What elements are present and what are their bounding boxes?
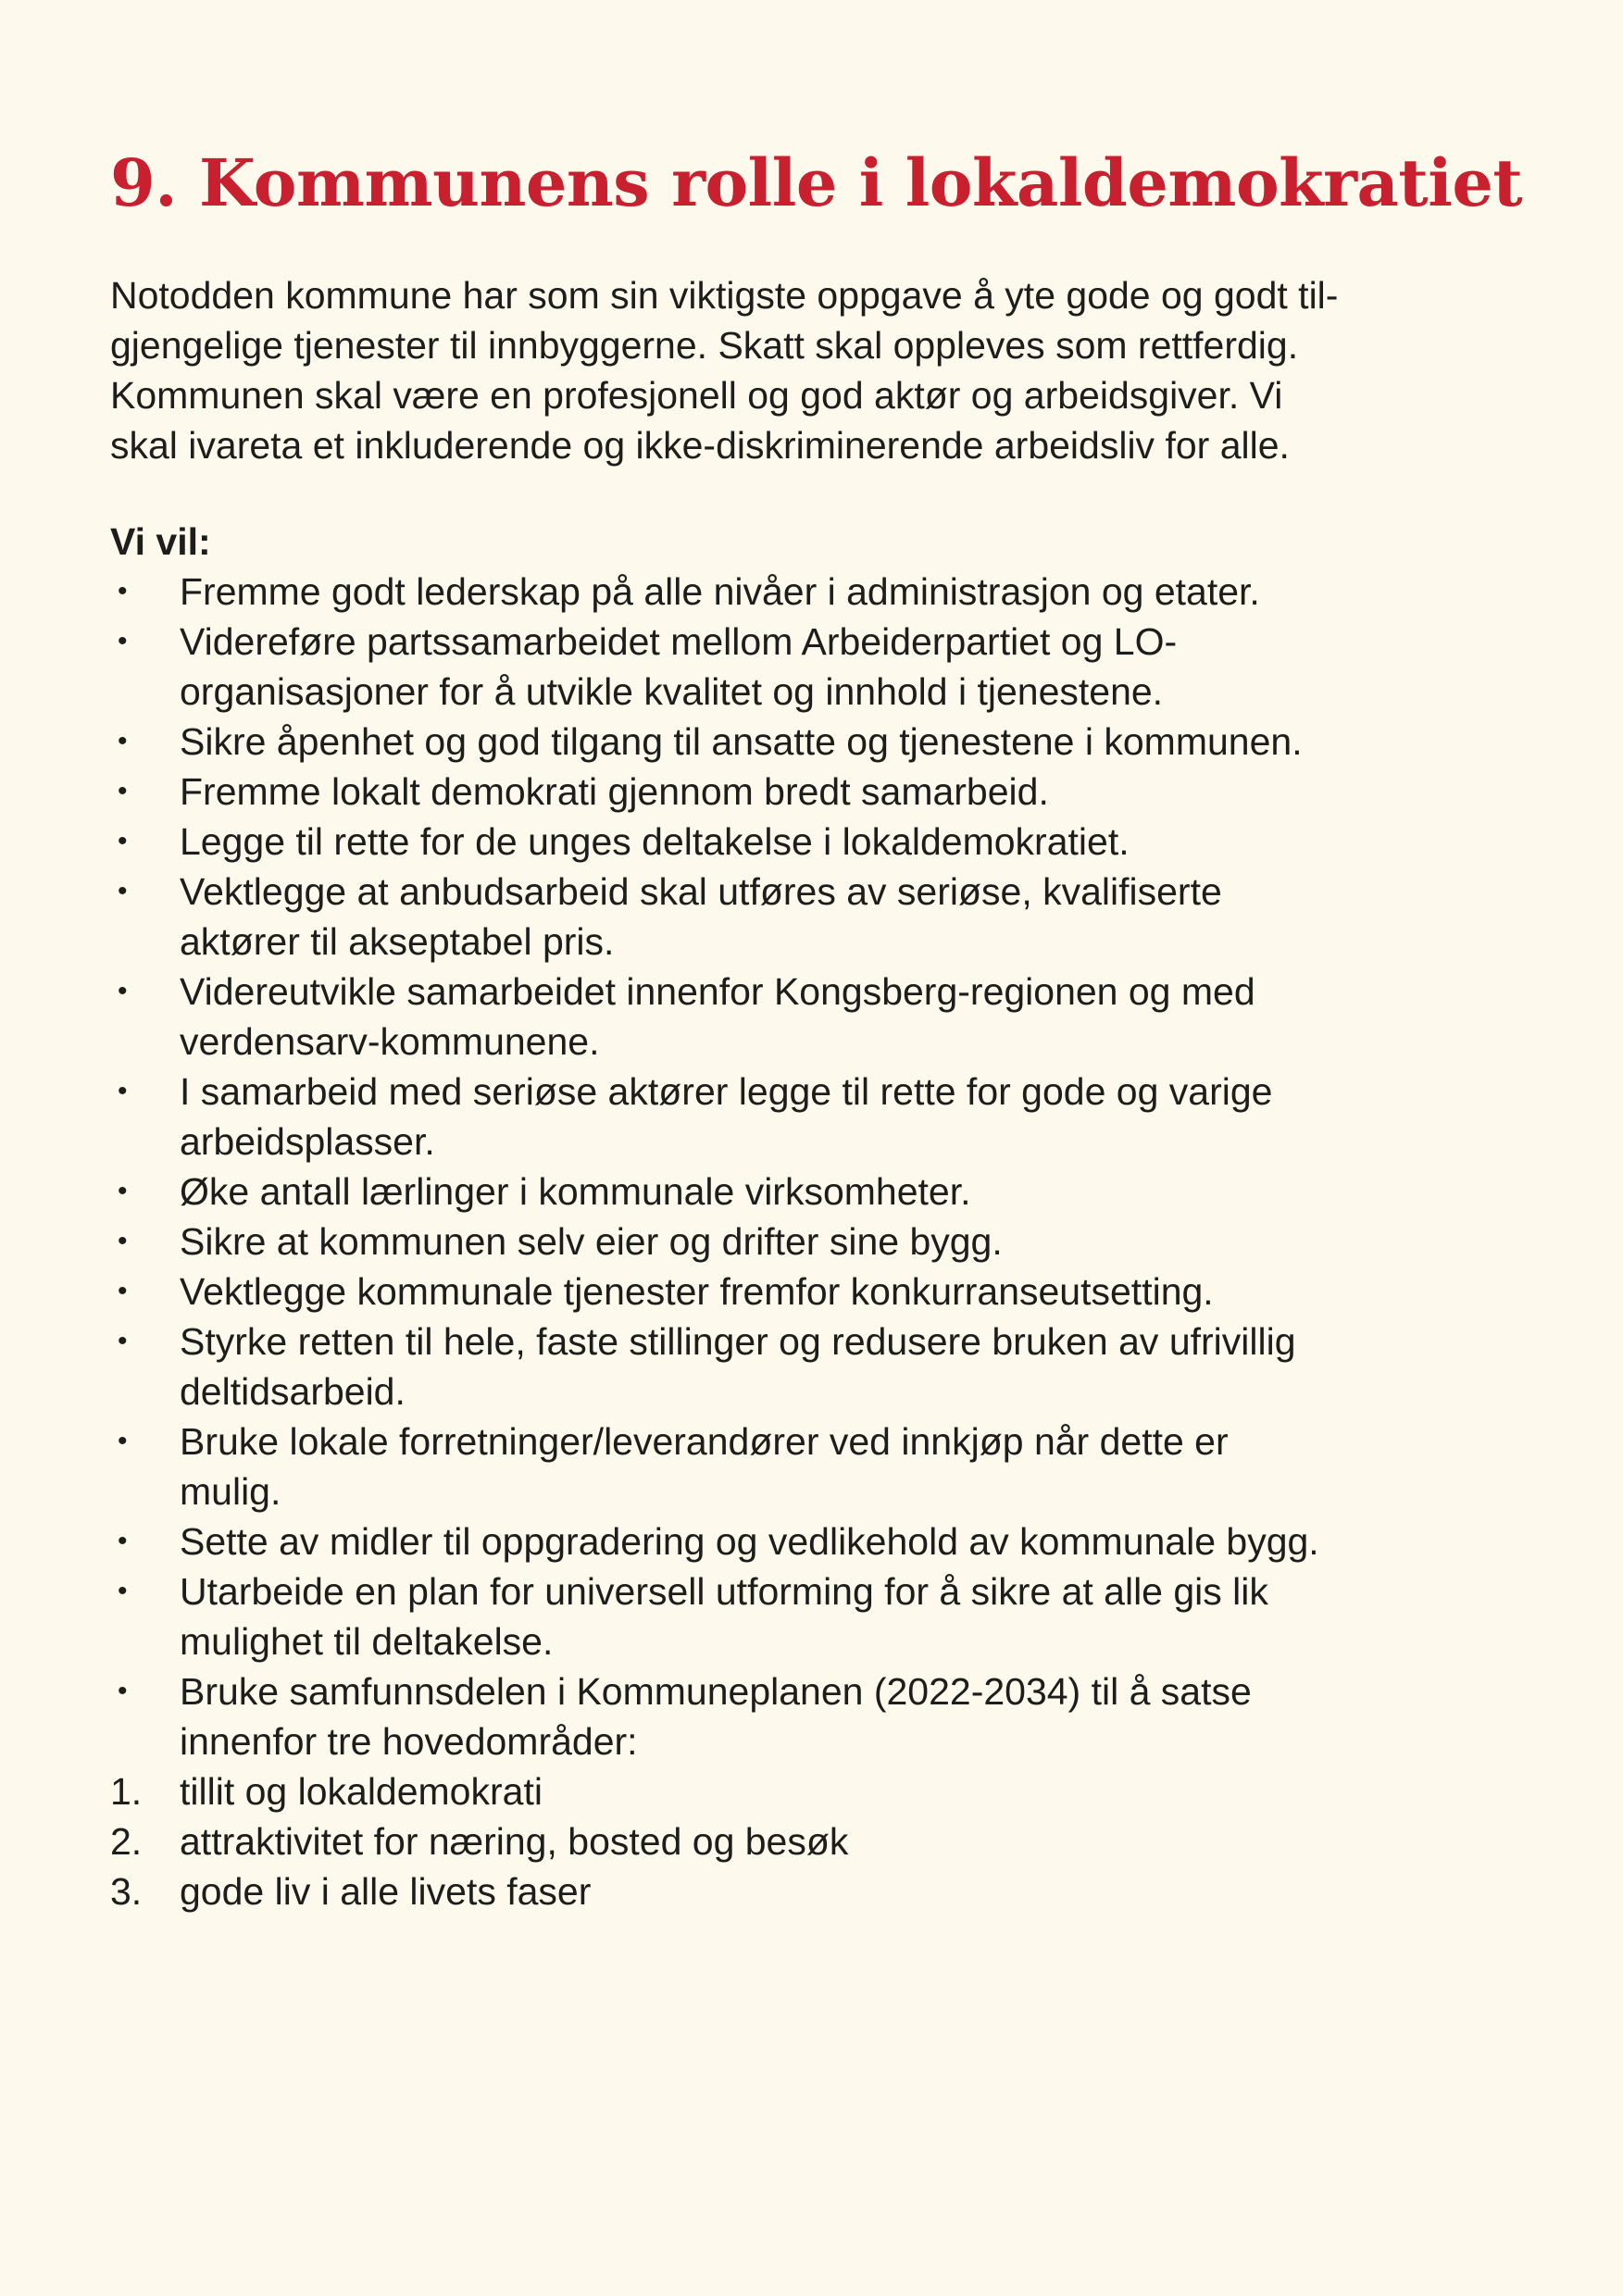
item-number: 3. [110,1870,143,1913]
intro-line: Kommunen skal være en profesjonell og god aktør og arbeidsgiver. Vi [110,374,1283,417]
bullet-item [110,1217,1517,1267]
numbered-text: attraktivitet for næring, bosted og besøk [180,1820,849,1863]
bullet-text-line: verdensarv-kommunene. [180,1020,600,1063]
bullet-text-line: deltidsarbeid. [180,1370,406,1413]
bullet-text-line: Bruke lokale forretninger/leverandører ved innkjøp når dette er [180,1420,1229,1463]
bullet-dot-icon: • [118,1226,128,1256]
bullet-item [110,1416,1517,1516]
item-number: 1. [110,1770,143,1813]
bullet-text-line: Øke antall lærlinger i kommunale virksomheter. [180,1170,971,1213]
bullet-dot-icon: • [118,726,128,756]
intro-line: gjengelige tjenester til innbyggerne. Skatt skal oppleves som rettferdig. [110,324,1299,367]
bullet-dot-icon: • [118,1276,128,1306]
document-page [110,139,1523,1916]
bullet-text-line: I samarbeid med seriøse aktører legge til rette for gode og varige [180,1070,1273,1113]
bullet-text-line: Vektlegge at anbudsarbeid skal utføres av seriøse, kvalifiserte [180,870,1222,913]
bullet-dot-icon: • [118,776,128,806]
bullet-dot-icon: • [118,976,128,1006]
bullet-text-line: Sikre at kommunen selv eier og drifter sine bygg. [180,1220,1003,1263]
bullet-text-line: Styrke retten til hele, faste stillinger og redusere bruken av ufrivillig [180,1320,1296,1363]
bullet-item [110,1566,1517,1666]
vi-vil-heading: Vi vil: [110,520,211,563]
bullet-text-line: Legge til rette for de unges deltakelse i lokaldemokratiet. [180,820,1130,863]
numbered-text: tillit og lokaldemokrati [180,1770,543,1813]
bullet-text-line: Utarbeide en plan for universell utforming for å sikre at alle gis lik [180,1570,1268,1613]
bullet-item [110,1267,1517,1316]
bullet-item [110,617,1517,717]
bullet-item [110,1516,1517,1566]
bullet-item [110,967,1517,1067]
bullet-item [110,567,1517,617]
numbered-list [110,1766,1517,1916]
bullet-text-line: mulighet til deltakelse. [180,1620,554,1663]
bullet-dot-icon: • [118,1326,128,1356]
bullet-text-line: organisasjoner for å utvikle kvalitet og innhold i tjenestene. [180,670,1164,713]
bullet-dot-icon: • [118,626,128,656]
numbered-item [110,1866,1517,1916]
page-title: 9. Kommunens rolle i lokaldemokratiet [110,144,1523,221]
bullet-item [110,1666,1517,1766]
bullet-item [110,767,1517,817]
bullet-dot-icon: • [118,576,128,606]
intro-line: skal ivareta et inkluderende og ikke-diskriminerende arbeidsliv for alle. [110,424,1290,467]
bullet-dot-icon: • [118,1576,128,1606]
bullet-text-line: Videreutvikle samarbeidet innenfor Kongsberg-regionen og med [180,970,1255,1013]
bullet-text-line: Fremme godt lederskap på alle nivåer i administrasjon og etater. [180,570,1260,613]
bullet-item [110,1167,1517,1217]
bullet-text-line: Vektlegge kommunale tjenester fremfor konkurranseutsetting. [180,1270,1214,1313]
bullet-item [110,717,1517,767]
bullet-dot-icon: • [118,1426,128,1456]
bullet-text-line: Videreføre partssamarbeidet mellom Arbeiderpartiet og LO- [180,620,1178,663]
bullet-dot-icon: • [118,1176,128,1206]
bullet-item [110,867,1517,967]
numbered-item [110,1766,1517,1816]
bullet-text-line: Fremme lokalt demokrati gjennom bredt samarbeid. [180,770,1049,813]
bullet-item [110,1067,1517,1167]
bullet-text-line: aktører til akseptabel pris. [180,920,615,963]
bullet-dot-icon: • [118,876,128,906]
bullet-dot-icon: • [118,826,128,856]
intro-paragraph [110,270,1513,470]
bullet-dot-icon: • [118,1676,128,1706]
item-number: 2. [110,1820,143,1863]
bullet-text-line: mulig. [180,1470,281,1513]
bullet-text-line: arbeidsplasser. [180,1120,435,1163]
intro-line: Notodden kommune har som sin viktigste oppgave å yte gode og godt til- [110,274,1339,317]
bullet-text-line: Sette av midler til oppgradering og vedlikehold av kommunale bygg. [180,1520,1319,1563]
bullet-text-line: Bruke samfunnsdelen i Kommuneplanen (2022-2034) til å satse [180,1670,1252,1713]
numbered-text: gode liv i alle livets faser [180,1870,592,1913]
numbered-item [110,1816,1517,1866]
bullet-text-line: Sikre åpenhet og god tilgang til ansatte og tjenestene i kommunen. [180,720,1303,763]
bullet-dot-icon: • [118,1076,128,1106]
bullet-dot-icon: • [118,1526,128,1556]
bullet-text-line: innenfor tre hovedområder: [180,1720,638,1763]
bullet-list [110,567,1517,1766]
bullet-item [110,1316,1517,1416]
bullet-item [110,817,1517,867]
